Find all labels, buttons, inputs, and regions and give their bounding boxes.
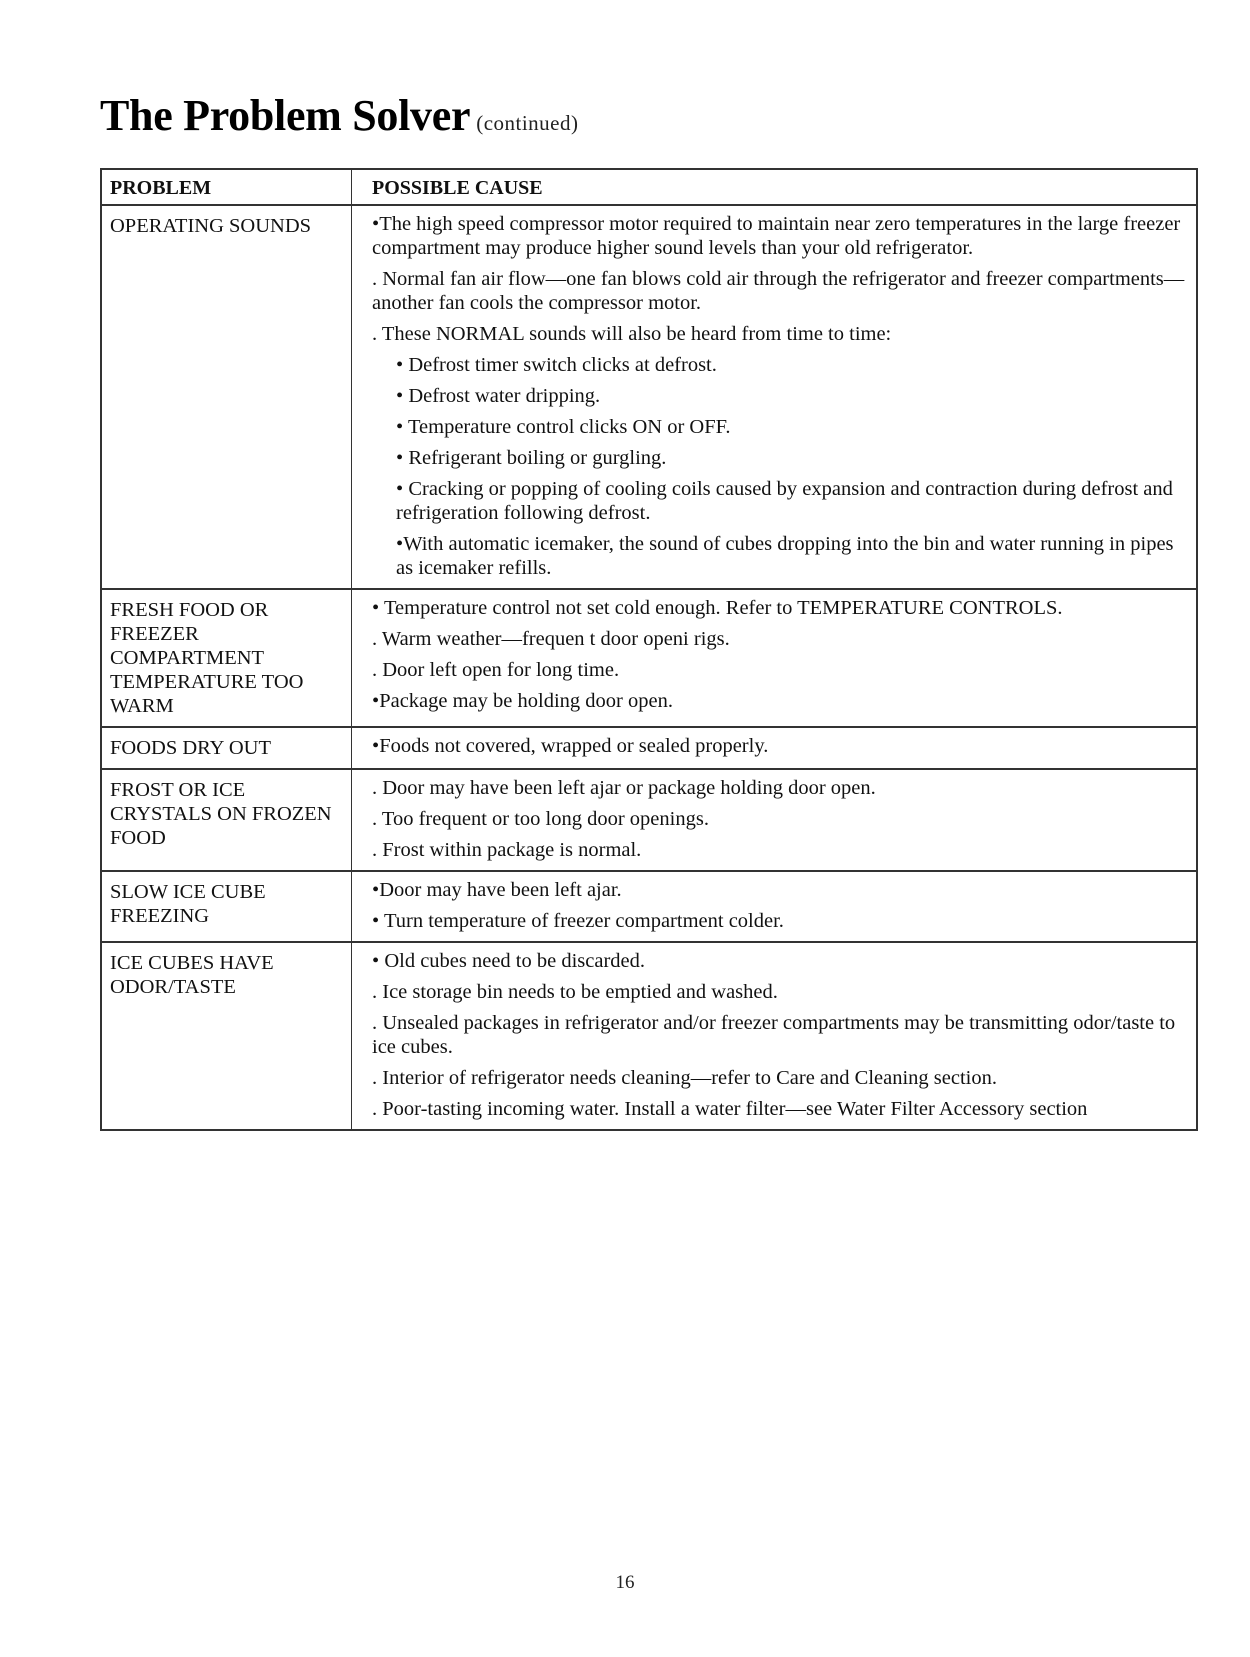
problem-label: FROST OR ICE CRYSTALS ON FROZEN FOOD xyxy=(102,770,352,870)
cause-text: Warm weather—frequen t door openi rigs. xyxy=(377,628,730,650)
cause-item xyxy=(372,689,1188,713)
problem-label: FRESH FOOD OR FREEZER COMPARTMENT TEMPERATURE TOO WARM xyxy=(102,590,352,726)
cause-text: The high speed compressor motor required to maintain near zero temperatures in the large freezer compartment may produce higher sound levels than your old refrigerator. xyxy=(372,213,1181,259)
cause-item xyxy=(372,322,1188,346)
possible-causes xyxy=(352,943,1196,1129)
table-row xyxy=(102,726,1196,768)
cause-item xyxy=(372,627,1188,651)
cause-item xyxy=(372,384,1188,408)
cause-item xyxy=(372,353,1188,377)
bullet-icon: • xyxy=(372,879,380,901)
dot-marker-icon: . xyxy=(372,1012,378,1034)
bullet-icon: • xyxy=(396,478,404,500)
cause-item xyxy=(372,477,1188,525)
cause-item xyxy=(372,596,1188,620)
cause-item xyxy=(372,658,1188,682)
bullet-icon: • xyxy=(372,597,380,619)
cause-text: Door may have been left ajar. xyxy=(379,879,622,901)
cause-text: Cracking or popping of cooling coils caused by expansion and contraction during defrost and refrigeration following defrost. xyxy=(396,478,1173,524)
possible-causes xyxy=(352,590,1196,726)
cause-item xyxy=(372,532,1188,580)
dot-marker-icon: . xyxy=(372,268,378,290)
header-problem: PROBLEM xyxy=(102,170,352,204)
cause-text: Old cubes need to be discarded. xyxy=(379,950,646,972)
possible-causes xyxy=(352,770,1196,870)
dot-marker-icon: . xyxy=(372,1098,378,1120)
dot-marker-icon: . xyxy=(372,659,378,681)
dot-marker-icon: . xyxy=(372,323,378,345)
table-row xyxy=(102,588,1196,726)
cause-text: Foods not covered, wrapped or sealed properly. xyxy=(379,735,769,757)
possible-causes xyxy=(352,728,1196,768)
problem-label: FOODS DRY OUT xyxy=(102,728,352,768)
dot-marker-icon: . xyxy=(372,777,378,799)
cause-item xyxy=(372,980,1188,1004)
table-row xyxy=(102,941,1196,1129)
cause-item xyxy=(372,1066,1188,1090)
title-text: The Problem Solver xyxy=(100,91,471,140)
cause-item xyxy=(372,1011,1188,1059)
header-possible-cause: POSSIBLE CAUSE xyxy=(372,177,543,199)
table-row xyxy=(102,870,1196,941)
dot-marker-icon: . xyxy=(372,1067,378,1089)
cause-item xyxy=(372,212,1188,260)
cause-item xyxy=(372,909,1188,933)
cause-item xyxy=(372,776,1188,800)
table-body xyxy=(102,204,1196,1129)
cause-text: Temperature control not set cold enough. Refer to TEMPERATURE CONTROLS. xyxy=(379,597,1063,619)
dot-marker-icon: . xyxy=(372,808,378,830)
cause-text: These NORMAL sounds will also be heard from time to time: xyxy=(377,323,892,345)
bullet-icon: • xyxy=(396,416,404,438)
bullet-icon: • xyxy=(372,910,380,932)
cause-text: Door left open for long time. xyxy=(377,659,620,681)
cause-item xyxy=(372,807,1188,831)
dot-marker-icon: . xyxy=(372,839,378,861)
bullet-icon: • xyxy=(396,385,404,407)
cause-item xyxy=(372,949,1188,973)
cause-item xyxy=(372,838,1188,862)
table-row xyxy=(102,204,1196,588)
page-number: 16 xyxy=(615,1572,635,1593)
title-suffix: (continued) xyxy=(476,111,579,135)
bullet-icon: • xyxy=(396,354,404,376)
cause-text: Temperature control clicks ON or OFF. xyxy=(403,416,731,438)
cause-item xyxy=(372,878,1188,902)
bullet-icon: • xyxy=(396,447,404,469)
bullet-icon: • xyxy=(372,213,380,235)
cause-text: Poor-tasting incoming water. Install a water filter—see Water Filter Accessory section xyxy=(377,1098,1088,1120)
cause-item xyxy=(372,415,1188,439)
page-title xyxy=(100,90,579,141)
bullet-icon: • xyxy=(372,690,380,712)
cause-text: Package may be holding door open. xyxy=(379,690,673,712)
cause-item xyxy=(372,267,1188,315)
cause-text: Ice storage bin needs to be emptied and washed. xyxy=(377,981,778,1003)
cause-text: Unsealed packages in refrigerator and/or freezer compartments may be transmitting odor/taste to ice cubes. xyxy=(372,1012,1176,1058)
problem-solver-table xyxy=(100,168,1198,1131)
cause-item xyxy=(372,1097,1188,1121)
cause-text: Defrost timer switch clicks at defrost. xyxy=(403,354,717,376)
problem-label: ICE CUBES HAVE ODOR/TASTE xyxy=(102,943,352,1129)
problem-label: OPERATING SOUNDS xyxy=(102,206,352,588)
cause-item xyxy=(372,734,1188,758)
bullet-icon: • xyxy=(396,533,404,555)
possible-causes xyxy=(352,206,1196,588)
possible-causes xyxy=(352,872,1196,941)
cause-text: Interior of refrigerator needs cleaning—refer to Care and Cleaning section. xyxy=(377,1067,997,1089)
bullet-icon: • xyxy=(372,735,380,757)
cause-text: Door may have been left ajar or package holding door open. xyxy=(377,777,876,799)
cause-text: Normal fan air flow—one fan blows cold air through the refrigerator and freezer compartments—another fan cools the compressor motor. xyxy=(372,268,1185,314)
cause-text: Too frequent or too long door openings. xyxy=(377,808,709,830)
dot-marker-icon: . xyxy=(372,981,378,1003)
table-row xyxy=(102,768,1196,870)
cause-text: Frost within package is normal. xyxy=(377,839,642,861)
cause-item xyxy=(372,446,1188,470)
cause-text: Turn temperature of freezer compartment colder. xyxy=(379,910,784,932)
bullet-icon: • xyxy=(372,950,380,972)
dot-marker-icon: . xyxy=(372,628,378,650)
problem-label: SLOW ICE CUBE FREEZING xyxy=(102,872,352,941)
cause-text: With automatic icemaker, the sound of cubes dropping into the bin and water running in pipes as icemaker refills. xyxy=(396,533,1174,579)
table-header-row xyxy=(102,170,1196,204)
cause-text: Defrost water dripping. xyxy=(403,385,601,407)
cause-text: Refrigerant boiling or gurgling. xyxy=(403,447,667,469)
